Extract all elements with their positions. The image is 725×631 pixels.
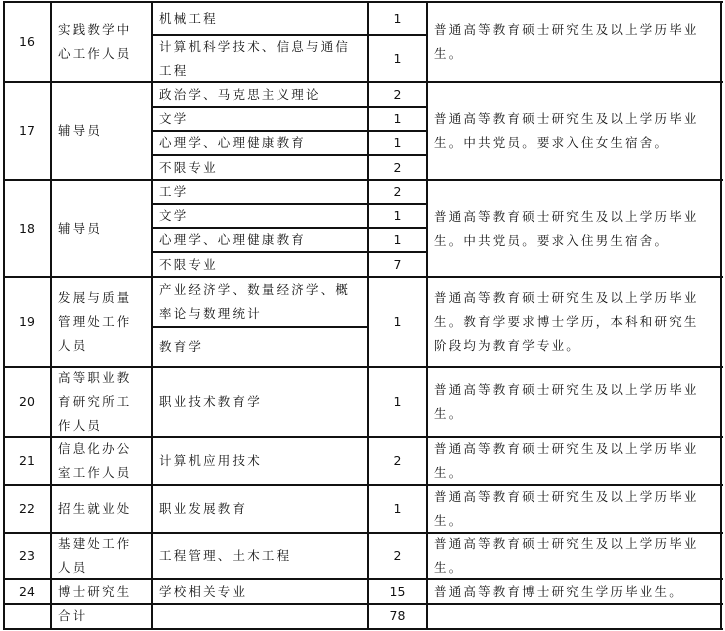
count-cell: [368, 277, 427, 367]
major-text: 文学: [159, 111, 189, 126]
position-cell: [51, 533, 152, 579]
count-cell: [368, 437, 427, 485]
row-number: [3, 533, 51, 579]
count-text: 2: [393, 86, 402, 102]
major-cell: [152, 2, 368, 35]
position-text: 高等职业教育研究所工作人员: [58, 370, 132, 433]
major-text: 不限专业: [159, 256, 218, 272]
grid-line: [3, 179, 723, 181]
count-text: 2: [393, 453, 402, 468]
count-text: 2: [393, 159, 402, 175]
requirement-cell: [427, 2, 721, 82]
count-text: 1: [393, 50, 402, 66]
major-text: 学校相关专业: [159, 583, 248, 599]
grid-line: [152, 154, 428, 156]
requirement-text: 普通高等教育博士研究生学历毕业生。: [434, 583, 684, 599]
count-cell: [368, 82, 427, 107]
grid-line: [152, 326, 368, 328]
major-cell: [152, 367, 368, 437]
grid-line: [3, 484, 723, 486]
row-number: [3, 180, 51, 277]
count-text: 1: [393, 10, 402, 26]
requirement-text: 普通高等教育硕士研究生及以上学历毕业生。中共党员。要求入住男生宿舍。: [434, 208, 699, 248]
major-cell: [152, 82, 368, 107]
requirement-cell: [427, 367, 721, 437]
count-text: 2: [393, 548, 402, 563]
position-text: 博士研究生: [58, 583, 132, 599]
major-cell: [152, 579, 368, 604]
grid-line: [152, 251, 428, 253]
major-text: 政治学、马克思主义理论: [159, 86, 321, 102]
position-cell: [51, 277, 152, 367]
count-cell: [368, 155, 427, 180]
requirement-cell: [427, 277, 721, 367]
row-number-text: 20: [19, 394, 35, 409]
requirement-text: 普通高等教育硕士研究生及以上学历毕业生。: [434, 489, 699, 528]
position-text: 辅导员: [58, 123, 103, 138]
count-text: 1: [393, 111, 402, 126]
grid-line: [151, 1, 153, 630]
count-text: 7: [393, 256, 402, 272]
major-text: 心理学、心理健康教育: [159, 135, 307, 150]
count-cell: [368, 204, 427, 228]
position-cell: [51, 82, 152, 180]
grid-line: [3, 436, 723, 438]
major-cell: [152, 180, 368, 204]
major-text: 产业经济学、数量经济学、概率论与数理统计: [159, 282, 351, 321]
major-text: 文学: [159, 208, 189, 223]
count-text: 2: [393, 184, 402, 199]
major-cell: [152, 485, 368, 533]
total-label-text: 合计: [58, 608, 88, 623]
row-number-text: 22: [19, 501, 35, 516]
position-text: 信息化办公室工作人员: [58, 441, 132, 480]
count-text: 1: [393, 135, 402, 150]
requirement-cell: [427, 82, 721, 180]
grid-line: [3, 532, 723, 534]
count-cell: [368, 131, 427, 155]
position-text: 实践教学中心工作人员: [58, 22, 132, 61]
grid-line: [426, 1, 428, 630]
row-number-text: 21: [19, 453, 35, 468]
row-number: [3, 82, 51, 180]
row-number-text: 23: [19, 548, 35, 563]
major-text: 机械工程: [159, 10, 218, 26]
total-label: [51, 604, 152, 628]
count-text: 1: [393, 394, 402, 409]
major-cell: [152, 437, 368, 485]
position-cell: [51, 437, 152, 485]
row-number: [3, 367, 51, 437]
count-text: 1: [393, 314, 402, 329]
grid-line: [367, 1, 369, 630]
requirement-cell: [427, 485, 721, 533]
major-cell: [152, 204, 368, 228]
position-text: 招生就业处: [58, 501, 132, 516]
position-cell: [51, 367, 152, 437]
grid-line: [3, 1, 5, 630]
position-text: 辅导员: [58, 220, 103, 236]
grid-line: [3, 628, 723, 630]
requirement-cell: [427, 437, 721, 485]
count-text: 1: [393, 208, 402, 223]
row-number: [3, 485, 51, 533]
row-number: [3, 2, 51, 82]
position-text: 基建处工作人员: [58, 536, 132, 575]
position-text: 发展与质量管理处工作人员: [58, 290, 132, 353]
position-cell: [51, 485, 152, 533]
major-cell: [152, 155, 368, 180]
count-cell: [368, 180, 427, 204]
position-cell: [51, 2, 152, 82]
major-text: 计算机科学技术、信息与通信工程: [159, 38, 351, 78]
grid-line: [720, 1, 722, 630]
major-text: 工程管理、土木工程: [159, 548, 292, 563]
count-cell: [368, 228, 427, 252]
total-count: [368, 604, 427, 628]
requirement-text: 普通高等教育硕士研究生及以上学历毕业生。: [434, 441, 699, 480]
major-cell: [152, 131, 368, 155]
requirement-text: 普通高等教育硕士研究生及以上学历毕业生。: [434, 382, 699, 421]
grid-line: [152, 106, 428, 108]
total-count-text: 78: [389, 608, 406, 623]
position-cell: [51, 579, 152, 604]
major-text: 工学: [159, 184, 189, 199]
grid-line: [3, 578, 723, 580]
row-number: [3, 277, 51, 367]
requirement-text: 普通高等教育硕士研究生及以上学历毕业生。: [434, 536, 699, 575]
major-cell: [152, 533, 368, 579]
requirement-cell: [427, 533, 721, 579]
grid-line: [3, 81, 723, 83]
major-cell: [152, 327, 368, 367]
requirement-text: 普通高等教育硕士研究生及以上学历毕业生。教育学要求博士学历，本科和研究生阶段均为教育学专业。: [434, 290, 699, 353]
major-text: 心理学、心理健康教育: [159, 232, 307, 247]
requirement-cell: [427, 180, 721, 277]
major-text: 教育学: [159, 339, 204, 354]
requirement-text: 普通高等教育硕士研究生及以上学历毕业生。: [434, 22, 699, 61]
count-cell: [368, 107, 427, 131]
requirement-cell: [427, 579, 721, 604]
requirement-text: 普通高等教育硕士研究生及以上学历毕业生。中共党员。要求入住女生宿舍。: [434, 111, 699, 150]
count-text: 1: [393, 232, 402, 247]
major-text: 不限专业: [159, 159, 218, 175]
grid-line: [152, 130, 428, 132]
position-cell: [51, 180, 152, 277]
count-cell: [368, 485, 427, 533]
count-cell: [368, 579, 427, 604]
grid-line: [50, 1, 52, 630]
row-number: [3, 579, 51, 604]
count-cell: [368, 252, 427, 277]
count-cell: [368, 367, 427, 437]
row-number-text: 17: [19, 123, 35, 138]
row-number-text: 18: [19, 220, 35, 236]
major-cell: [152, 252, 368, 277]
count-text: 15: [389, 583, 406, 599]
major-cell: [152, 35, 368, 82]
row-number-text: 16: [19, 34, 35, 49]
row-number: [3, 437, 51, 485]
count-text: 1: [393, 501, 402, 516]
major-text: 计算机应用技术: [159, 453, 262, 468]
grid-line: [3, 1, 723, 3]
grid-line: [3, 276, 723, 278]
major-text: 职业发展教育: [159, 501, 248, 516]
grid-line: [152, 203, 428, 205]
count-cell: [368, 35, 427, 82]
count-cell: [368, 2, 427, 35]
major-cell: [152, 277, 368, 327]
major-cell: [152, 107, 368, 131]
grid-line: [3, 603, 723, 605]
grid-line: [152, 227, 428, 229]
major-cell: [152, 228, 368, 252]
grid-line: [152, 34, 428, 36]
grid-line: [3, 366, 723, 368]
row-number-text: 24: [19, 583, 35, 599]
major-text: 职业技术教育学: [159, 394, 262, 409]
row-number-text: 19: [19, 314, 35, 329]
count-cell: [368, 533, 427, 579]
